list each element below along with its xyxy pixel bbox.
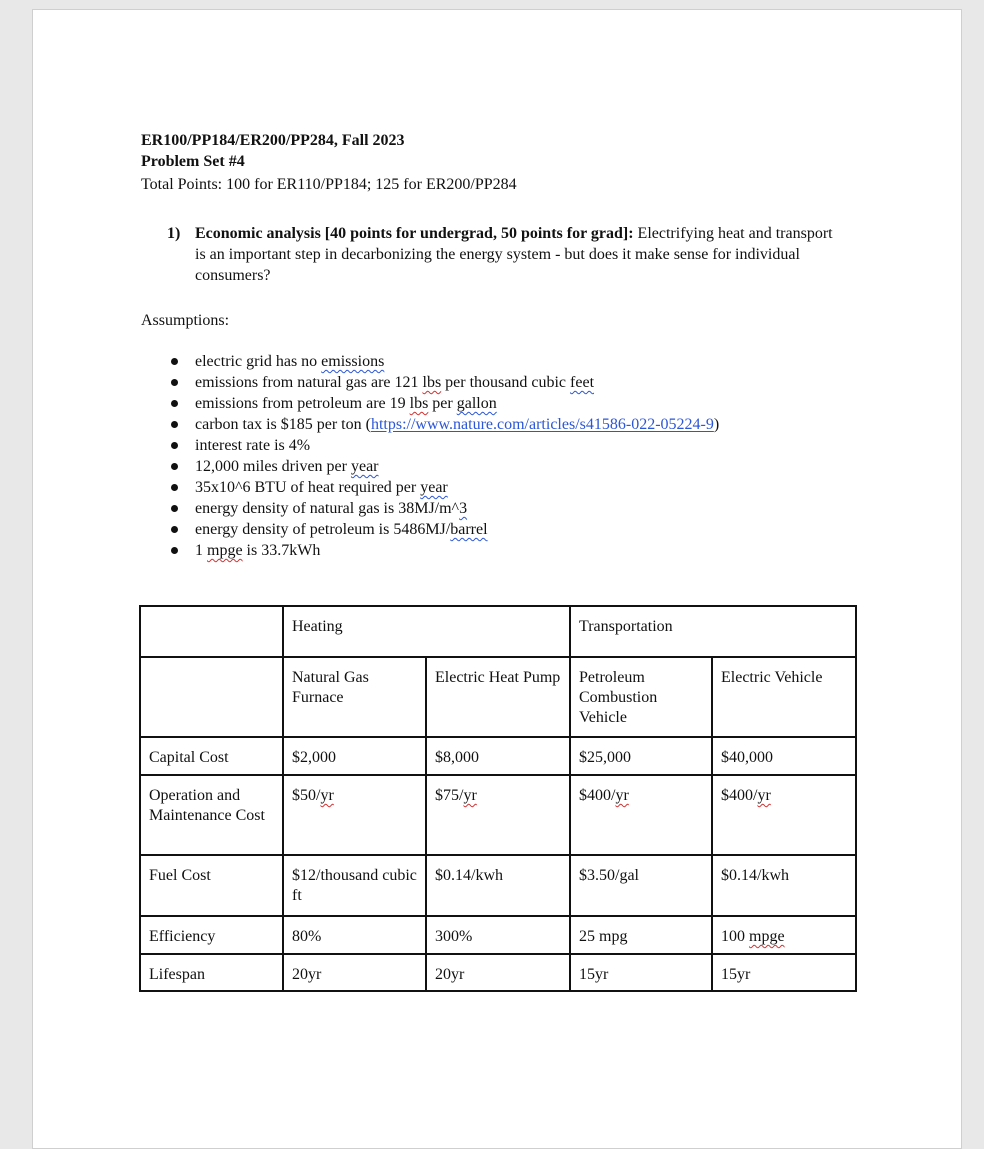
spelling-flag[interactable]: yr [320, 787, 334, 804]
table-row [140, 775, 856, 855]
course-title: ER100/PP184/ER200/PP284, Fall 2023 [141, 132, 405, 149]
spelling-flag[interactable]: lbs [422, 374, 442, 391]
question-title: Economic analysis [40 points for undergrad, 50 points for grad]: [195, 225, 634, 242]
assumption-text: energy density of petroleum is 5486MJ/ [195, 521, 451, 538]
spelling-flag[interactable]: mpge [749, 928, 785, 945]
row-label: Lifespan [140, 954, 283, 991]
grammar-flag[interactable]: feet [570, 374, 595, 391]
table-row [140, 657, 856, 737]
table-cell: $3.50/gal [570, 855, 712, 916]
cell-value: $50/ [292, 787, 321, 804]
question-1 [141, 223, 861, 286]
col-petroleum-vehicle: Petroleum Combustion Vehicle [570, 657, 712, 737]
document-body [141, 122, 861, 561]
assumption-text: interest rate is 4% [195, 437, 311, 454]
grammar-flag[interactable]: gallon [456, 395, 497, 412]
grammar-flag[interactable]: year [420, 479, 448, 496]
assumption-text: emissions from petroleum are 19 [195, 395, 410, 412]
grammar-flag[interactable]: emissions [321, 353, 385, 370]
table-cell: 15yr [712, 954, 856, 991]
list-item [167, 372, 861, 393]
table-cell [712, 916, 856, 954]
table-cell-empty [140, 606, 283, 657]
question-description: Electrifying heat and transport is an important step in decarbonizing the energy system - but does it make sense for individual consumers? [195, 225, 833, 284]
col-electric-heat-pump: Electric Heat Pump [426, 657, 570, 737]
spelling-flag[interactable]: mpge [207, 542, 243, 559]
assumptions-heading: Assumptions: [141, 312, 230, 329]
list-item [167, 351, 861, 372]
table-cell: $2,000 [283, 737, 426, 775]
assumption-text: 12,000 miles driven per [195, 458, 351, 475]
list-item [167, 477, 861, 498]
assumptions-list [141, 351, 861, 561]
group-transportation: Transportation [570, 606, 856, 657]
assumption-text: carbon tax is $185 per ton ( [195, 416, 371, 433]
list-item [167, 456, 861, 477]
list-item [167, 393, 861, 414]
table-cell: $12/thousand cubic ft [283, 855, 426, 916]
assumption-text: emissions from natural gas are 121 [195, 374, 423, 391]
table-row [140, 855, 856, 916]
table-cell [570, 775, 712, 855]
row-label: Operation and Maintenance Cost [140, 775, 283, 855]
grammar-flag[interactable]: year [350, 458, 379, 475]
table-cell: 20yr [283, 954, 426, 991]
cell-value: $400/ [579, 787, 616, 804]
spelling-flag[interactable]: yr [463, 787, 477, 804]
assumption-text: is 33.7kWh [242, 542, 321, 559]
spelling-flag[interactable]: lbs [409, 395, 429, 412]
list-item [167, 414, 861, 435]
list-item [167, 540, 861, 561]
row-label: Efficiency [140, 916, 283, 954]
question-text [195, 223, 861, 286]
table-cell: 15yr [570, 954, 712, 991]
nature-article-link[interactable]: https://www.nature.com/articles/s41586-022-05224-9 [370, 416, 714, 433]
table-cell: 25 mpg [570, 916, 712, 954]
cell-value: $400/ [721, 787, 758, 804]
grammar-flag[interactable]: barrel [450, 521, 488, 538]
table-row [140, 737, 856, 775]
document-page [32, 9, 962, 1149]
spelling-flag[interactable]: yr [615, 787, 629, 804]
table-cell [712, 775, 856, 855]
grammar-flag[interactable]: 3 [459, 500, 468, 517]
row-label: Capital Cost [140, 737, 283, 775]
table-cell: $25,000 [570, 737, 712, 775]
assumption-text: ) [713, 416, 720, 433]
table-row [140, 916, 856, 954]
group-heating: Heating [283, 606, 570, 657]
list-item [167, 498, 861, 519]
table-cell: $8,000 [426, 737, 570, 775]
question-number: 1) [167, 225, 181, 242]
col-natural-gas-furnace: Natural Gas Furnace [283, 657, 426, 737]
assumption-text: per [428, 395, 457, 412]
table-cell: 20yr [426, 954, 570, 991]
table-cell-empty [140, 657, 283, 737]
col-electric-vehicle: Electric Vehicle [712, 657, 856, 737]
assumption-text: electric grid has no [195, 353, 322, 370]
problem-set-title: Problem Set #4 [141, 153, 245, 170]
row-label: Fuel Cost [140, 855, 283, 916]
table-row [140, 954, 856, 991]
list-item [167, 435, 861, 456]
table-cell: $0.14/kwh [712, 855, 856, 916]
table-cell [426, 775, 570, 855]
cell-value: $75/ [435, 787, 464, 804]
cost-comparison-table [139, 605, 857, 992]
assumption-text: 35x10^6 BTU of heat required per [195, 479, 421, 496]
spelling-flag[interactable]: yr [757, 787, 771, 804]
table-cell: 80% [283, 916, 426, 954]
table-cell: $0.14/kwh [426, 855, 570, 916]
assumption-text: energy density of natural gas is 38MJ/m^ [195, 500, 460, 517]
total-points: Total Points: 100 for ER110/PP184; 125 for ER200/PP284 [141, 176, 517, 193]
table-cell: 300% [426, 916, 570, 954]
assumption-text: 1 [195, 542, 207, 559]
list-item [167, 519, 861, 540]
table-cell: $40,000 [712, 737, 856, 775]
cell-value: 100 [721, 928, 749, 945]
table-row [140, 606, 856, 657]
assumption-text: per thousand cubic [441, 374, 571, 391]
table-cell [283, 775, 426, 855]
